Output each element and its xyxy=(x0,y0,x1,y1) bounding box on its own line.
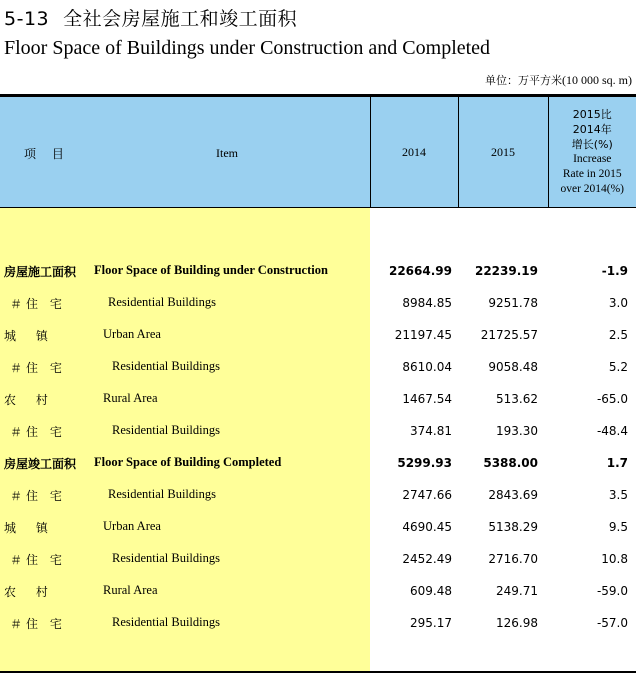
row-label-en: Residential Buildings xyxy=(112,423,220,437)
header-row xyxy=(0,96,636,208)
row-label-en: Rural Area xyxy=(103,583,158,597)
header-2015: 2015 xyxy=(458,96,548,208)
rate-line-3: 增长(%) xyxy=(571,138,613,151)
value-rate: 5.2 xyxy=(608,360,628,374)
value-2014: 21197.45 xyxy=(394,328,452,342)
value-2015: 193.30 xyxy=(496,424,538,438)
value-2014: 609.48 xyxy=(410,584,452,598)
header-item xyxy=(0,96,370,208)
value-2014: 2452.49 xyxy=(402,552,452,566)
row-label-en: Residential Buildings xyxy=(112,359,220,373)
value-2014: 22664.99 xyxy=(388,264,452,278)
value-2014: 295.17 xyxy=(410,616,452,630)
row-label xyxy=(0,287,370,319)
header-2014: 2014 xyxy=(370,96,458,208)
row-label-en: Floor Space of Building Completed xyxy=(94,455,282,469)
row-label xyxy=(0,383,370,415)
row-label xyxy=(0,511,370,543)
row-label xyxy=(0,447,370,479)
table-row xyxy=(0,319,636,351)
table-row xyxy=(0,479,636,511)
value-2014: 8610.04 xyxy=(402,360,452,374)
spacer-row xyxy=(0,208,636,241)
row-label-en: Residential Buildings xyxy=(112,551,220,565)
row-label xyxy=(0,255,370,287)
value-2014: 8984.85 xyxy=(402,296,452,310)
table-row xyxy=(0,383,636,415)
row-label-cn: ＃住 宅 xyxy=(10,361,66,375)
row-label-cn: 房屋施工面积 xyxy=(4,265,77,279)
row-label-cn: 城 镇 xyxy=(4,329,56,343)
table-title-cn xyxy=(4,4,297,31)
row-label-cn: ＃住 宅 xyxy=(10,617,66,631)
table-row xyxy=(0,351,636,383)
value-2014: 374.81 xyxy=(410,424,452,438)
row-label xyxy=(0,415,370,447)
rate-line-4: Increase xyxy=(573,153,612,165)
row-label xyxy=(0,543,370,575)
row-label-cn: 农 村 xyxy=(4,393,56,407)
row-label-en: Urban Area xyxy=(103,519,161,533)
header-item-cn: 项 目 xyxy=(24,147,70,161)
row-label xyxy=(0,607,370,639)
spacer-row xyxy=(0,639,636,672)
value-2014: 2747.66 xyxy=(402,488,452,502)
header-item-en: Item xyxy=(216,146,238,160)
value-rate: 1.7 xyxy=(606,456,628,470)
table-row xyxy=(0,575,636,607)
row-label xyxy=(0,319,370,351)
table-row xyxy=(0,607,636,639)
row-label-cn: ＃住 宅 xyxy=(10,553,66,567)
row-label-cn: 房屋竣工面积 xyxy=(4,457,77,471)
rate-line-2: 2014年 xyxy=(572,123,612,136)
table-row xyxy=(0,415,636,447)
row-label-en: Urban Area xyxy=(103,327,161,341)
value-2015: 126.98 xyxy=(496,616,538,630)
value-rate: -57.0 xyxy=(596,616,628,630)
row-label-en: Residential Buildings xyxy=(108,487,216,501)
row-label-cn: 农 村 xyxy=(4,585,56,599)
value-rate: 3.0 xyxy=(608,296,628,310)
value-2015: 21725.57 xyxy=(480,328,538,342)
row-label-en: Floor Space of Building under Construction xyxy=(94,263,328,277)
rate-line-1: 2015比 xyxy=(572,108,612,121)
value-rate: -59.0 xyxy=(596,584,628,598)
row-label-cn: ＃住 宅 xyxy=(10,425,66,439)
value-2015: 513.62 xyxy=(496,392,538,406)
rate-line-6: over 2014(%) xyxy=(560,183,625,195)
data-table xyxy=(0,94,636,673)
value-2015: 249.71 xyxy=(496,584,538,598)
value-2015: 22239.19 xyxy=(474,264,538,278)
value-rate: 2.5 xyxy=(608,328,628,342)
table-row xyxy=(0,287,636,319)
row-label-cn: ＃住 宅 xyxy=(10,297,66,311)
table-row xyxy=(0,255,636,287)
value-rate: 3.5 xyxy=(608,488,628,502)
row-label-cn: 城 镇 xyxy=(4,521,56,535)
value-rate: 9.5 xyxy=(608,520,628,534)
value-2014: 4690.45 xyxy=(402,520,452,534)
row-label xyxy=(0,575,370,607)
table-number: 5-13 xyxy=(4,8,50,30)
value-rate: -65.0 xyxy=(596,392,628,406)
row-label-en: Residential Buildings xyxy=(112,615,220,629)
value-2014: 1467.54 xyxy=(402,392,452,406)
unit-en: (10 000 sq. m) xyxy=(562,73,632,87)
unit-cn: 单位：万平方米 xyxy=(485,74,562,87)
row-label xyxy=(0,351,370,383)
row-label-cn: ＃住 宅 xyxy=(10,489,66,503)
value-2015: 5138.29 xyxy=(488,520,538,534)
row-label-en: Residential Buildings xyxy=(108,295,216,309)
value-2015: 9058.48 xyxy=(488,360,538,374)
header-rate xyxy=(548,96,636,208)
value-2015: 2843.69 xyxy=(488,488,538,502)
value-2015: 2716.70 xyxy=(488,552,538,566)
value-rate: 10.8 xyxy=(601,552,628,566)
row-label-en: Rural Area xyxy=(103,391,158,405)
value-2015: 5388.00 xyxy=(483,456,538,470)
value-2015: 9251.78 xyxy=(488,296,538,310)
table-row xyxy=(0,543,636,575)
table-row xyxy=(0,447,636,479)
table-title-en: Floor Space of Buildings under Construction and Completed xyxy=(4,37,491,59)
table-row xyxy=(0,511,636,543)
value-2014: 5299.93 xyxy=(397,456,452,470)
rate-line-5: Rate in 2015 xyxy=(562,168,622,180)
unit-label xyxy=(485,72,632,88)
title-cn-text: 全社会房屋施工和竣工面积 xyxy=(63,8,298,30)
row-label xyxy=(0,479,370,511)
spacer-row xyxy=(0,240,636,255)
value-rate: -1.9 xyxy=(601,264,628,278)
value-rate: -48.4 xyxy=(596,424,628,438)
